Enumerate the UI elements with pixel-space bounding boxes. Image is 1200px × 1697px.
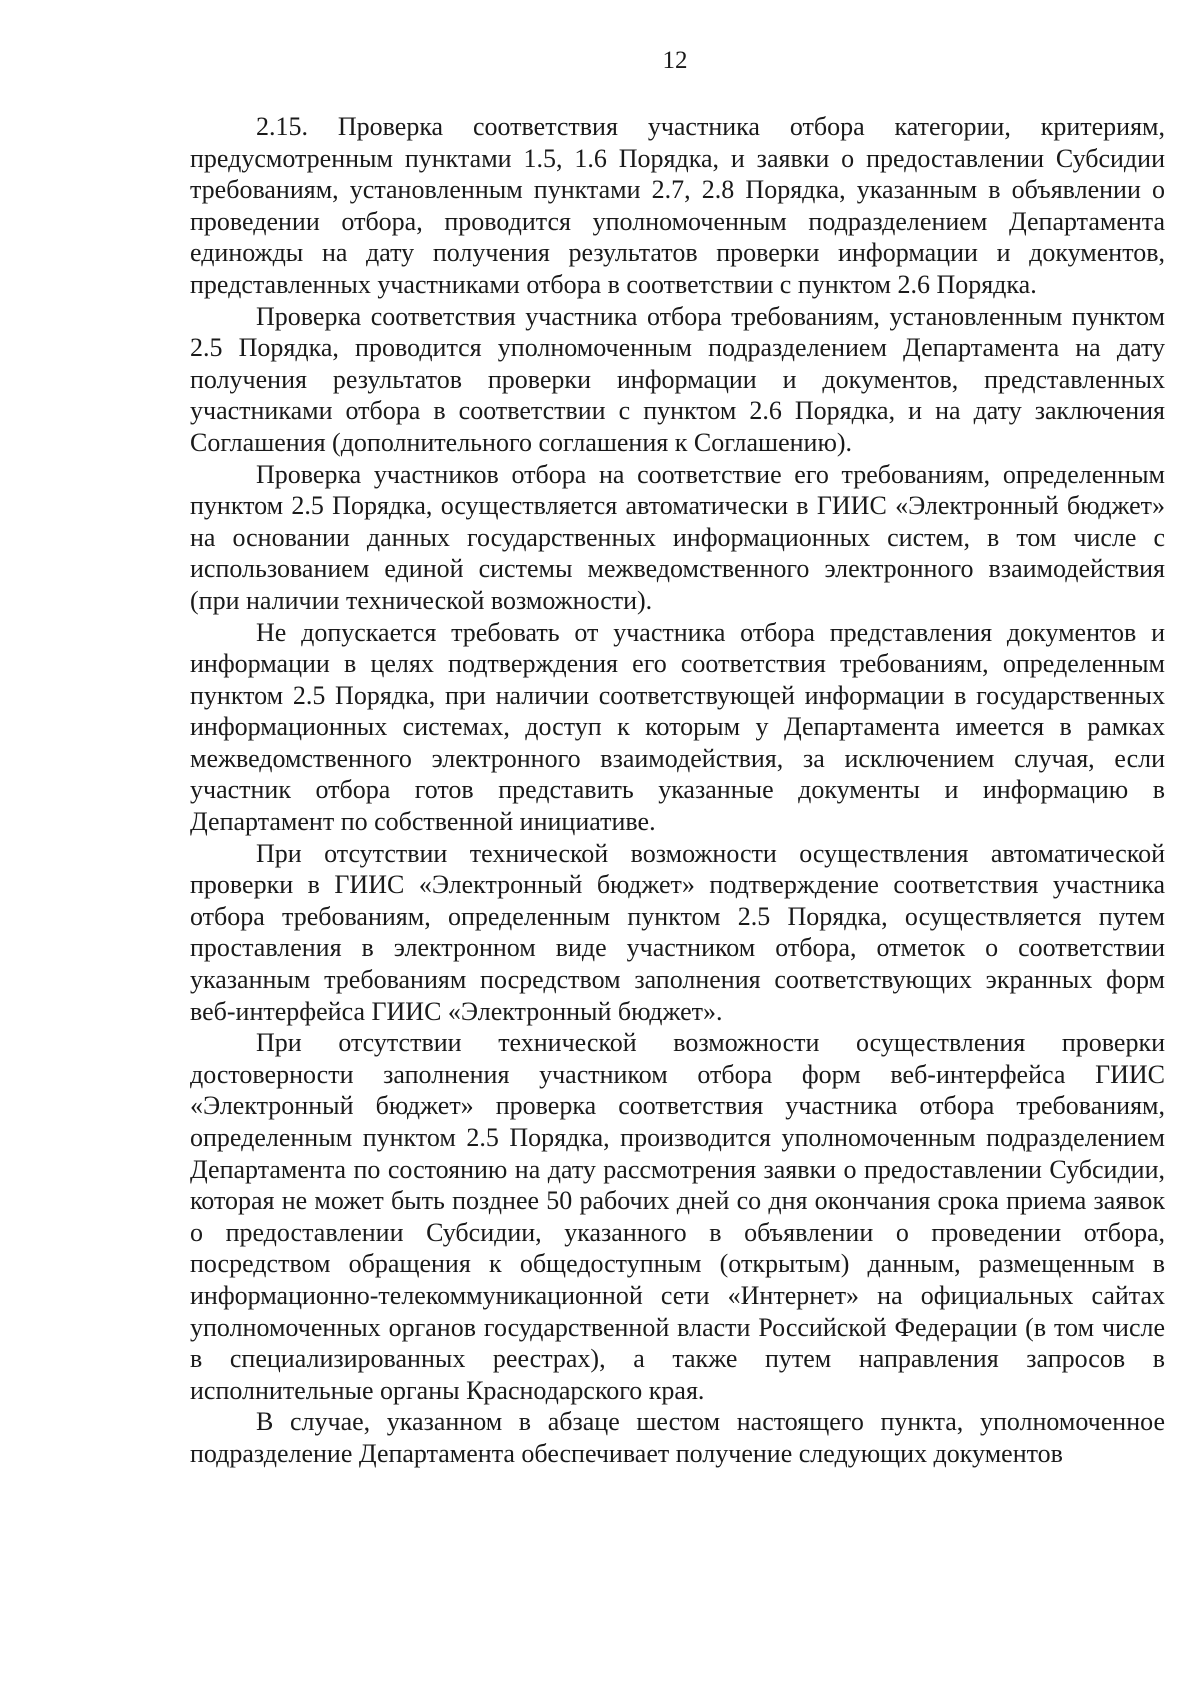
page-number-text: 12 — [662, 47, 688, 74]
page-number — [0, 46, 1200, 76]
paragraph-verification-of-reliability: При отсутствии технической возможности осуществления проверки достоверности заполнения участником отбора форм веб-интерфейса ГИИС «Электронный бюджет» проверка соответствия участника отбора требованиям, определенным пунктом 2.5 Порядка, производится уполномоченным подразделением Департамента по состоянию на дату рассмотрения заявки о предоставлении Субсидии, которая не может быть позднее 50 рабочих дней со дня окончания срока приема заявок о предоставлении Субсидии, указанного в объявлении о проведении отбора, посредством обращения к общедоступным (открытым) данным, размещенным в информационно-телекоммуникационной сети «Интернет» на официальных сайтах уполномоченных органов государственной власти Российской Федерации (в том числе в специализированных реестрах), а также путем направления запросов в исполнительные органы Краснодарского края. — [190, 1028, 1165, 1405]
document-body — [190, 111, 1165, 1470]
paragraph-no-technical-possibility: При отсутствии технической возможности осуществления автоматической проверки в ГИИС «Электронный бюджет» подтверждение соответствия участника отбора требованиям, определенным пунктом 2.5 Порядка, осуществляется путем проставления в электронном виде участником отбора, отметок о соответствии указанным требованиям посредством заполнения соответствующих экранных форм веб-интерфейса ГИИС «Электронный бюджет». — [190, 838, 1165, 1026]
paragraph-2-15: 2.15. Проверка соответствия участника отбора категории, критериям, предусмотренным пунктами 1.5, 1.6 Порядка, и заявки о предоставлении Субсидии требованиям, установленным пунктами 2.7, 2.8 Порядка, указанным в объявлении о проведении отбора, проводится уполномоченным подразделением Департамента единожды на дату получения результатов проверки информации и документов, представленных участниками отбора в соответствии с пунктом 2.6 Порядка. — [190, 112, 1165, 299]
paragraph-sixth-case: В случае, указанном в абзаце шестом настоящего пункта, уполномоченное подразделение Департамента обеспечивает получение следующих документов — [190, 1407, 1165, 1468]
paragraph-automatic-check: Проверка участников отбора на соответствие его требованиям, определенным пунктом 2.5 Порядка, осуществляется автоматически в ГИИС «Электронный бюджет» на основании данных государственных информационных систем, в том числе с использованием единой системы межведомственного электронного взаимодействия (при наличии технической возможности). — [190, 459, 1165, 615]
paragraph-not-allowed: Не допускается требовать от участника отбора представления документов и информации в целях подтверждения его соответствия требованиям, определенным пунктом 2.5 Порядка, при наличии соответствующей информации в государственных информационных системах, доступ к которым у Департамента имеется в рамках межведомственного электронного взаимодействия, за исключением случая, если участник отбора готов представить указанные документы и информацию в Департамент по собственной инициативе. — [190, 617, 1165, 837]
paragraph-check-2-5: Проверка соответствия участника отбора требованиям, установленным пунктом 2.5 Порядка, проводится уполномоченным подразделением Департамента на дату получения результатов проверки информации и документов, представленных участниками отбора в соответствии с пунктом 2.6 Порядка, и на дату заключения Соглашения (дополнительного соглашения к Соглашению). — [190, 301, 1165, 457]
